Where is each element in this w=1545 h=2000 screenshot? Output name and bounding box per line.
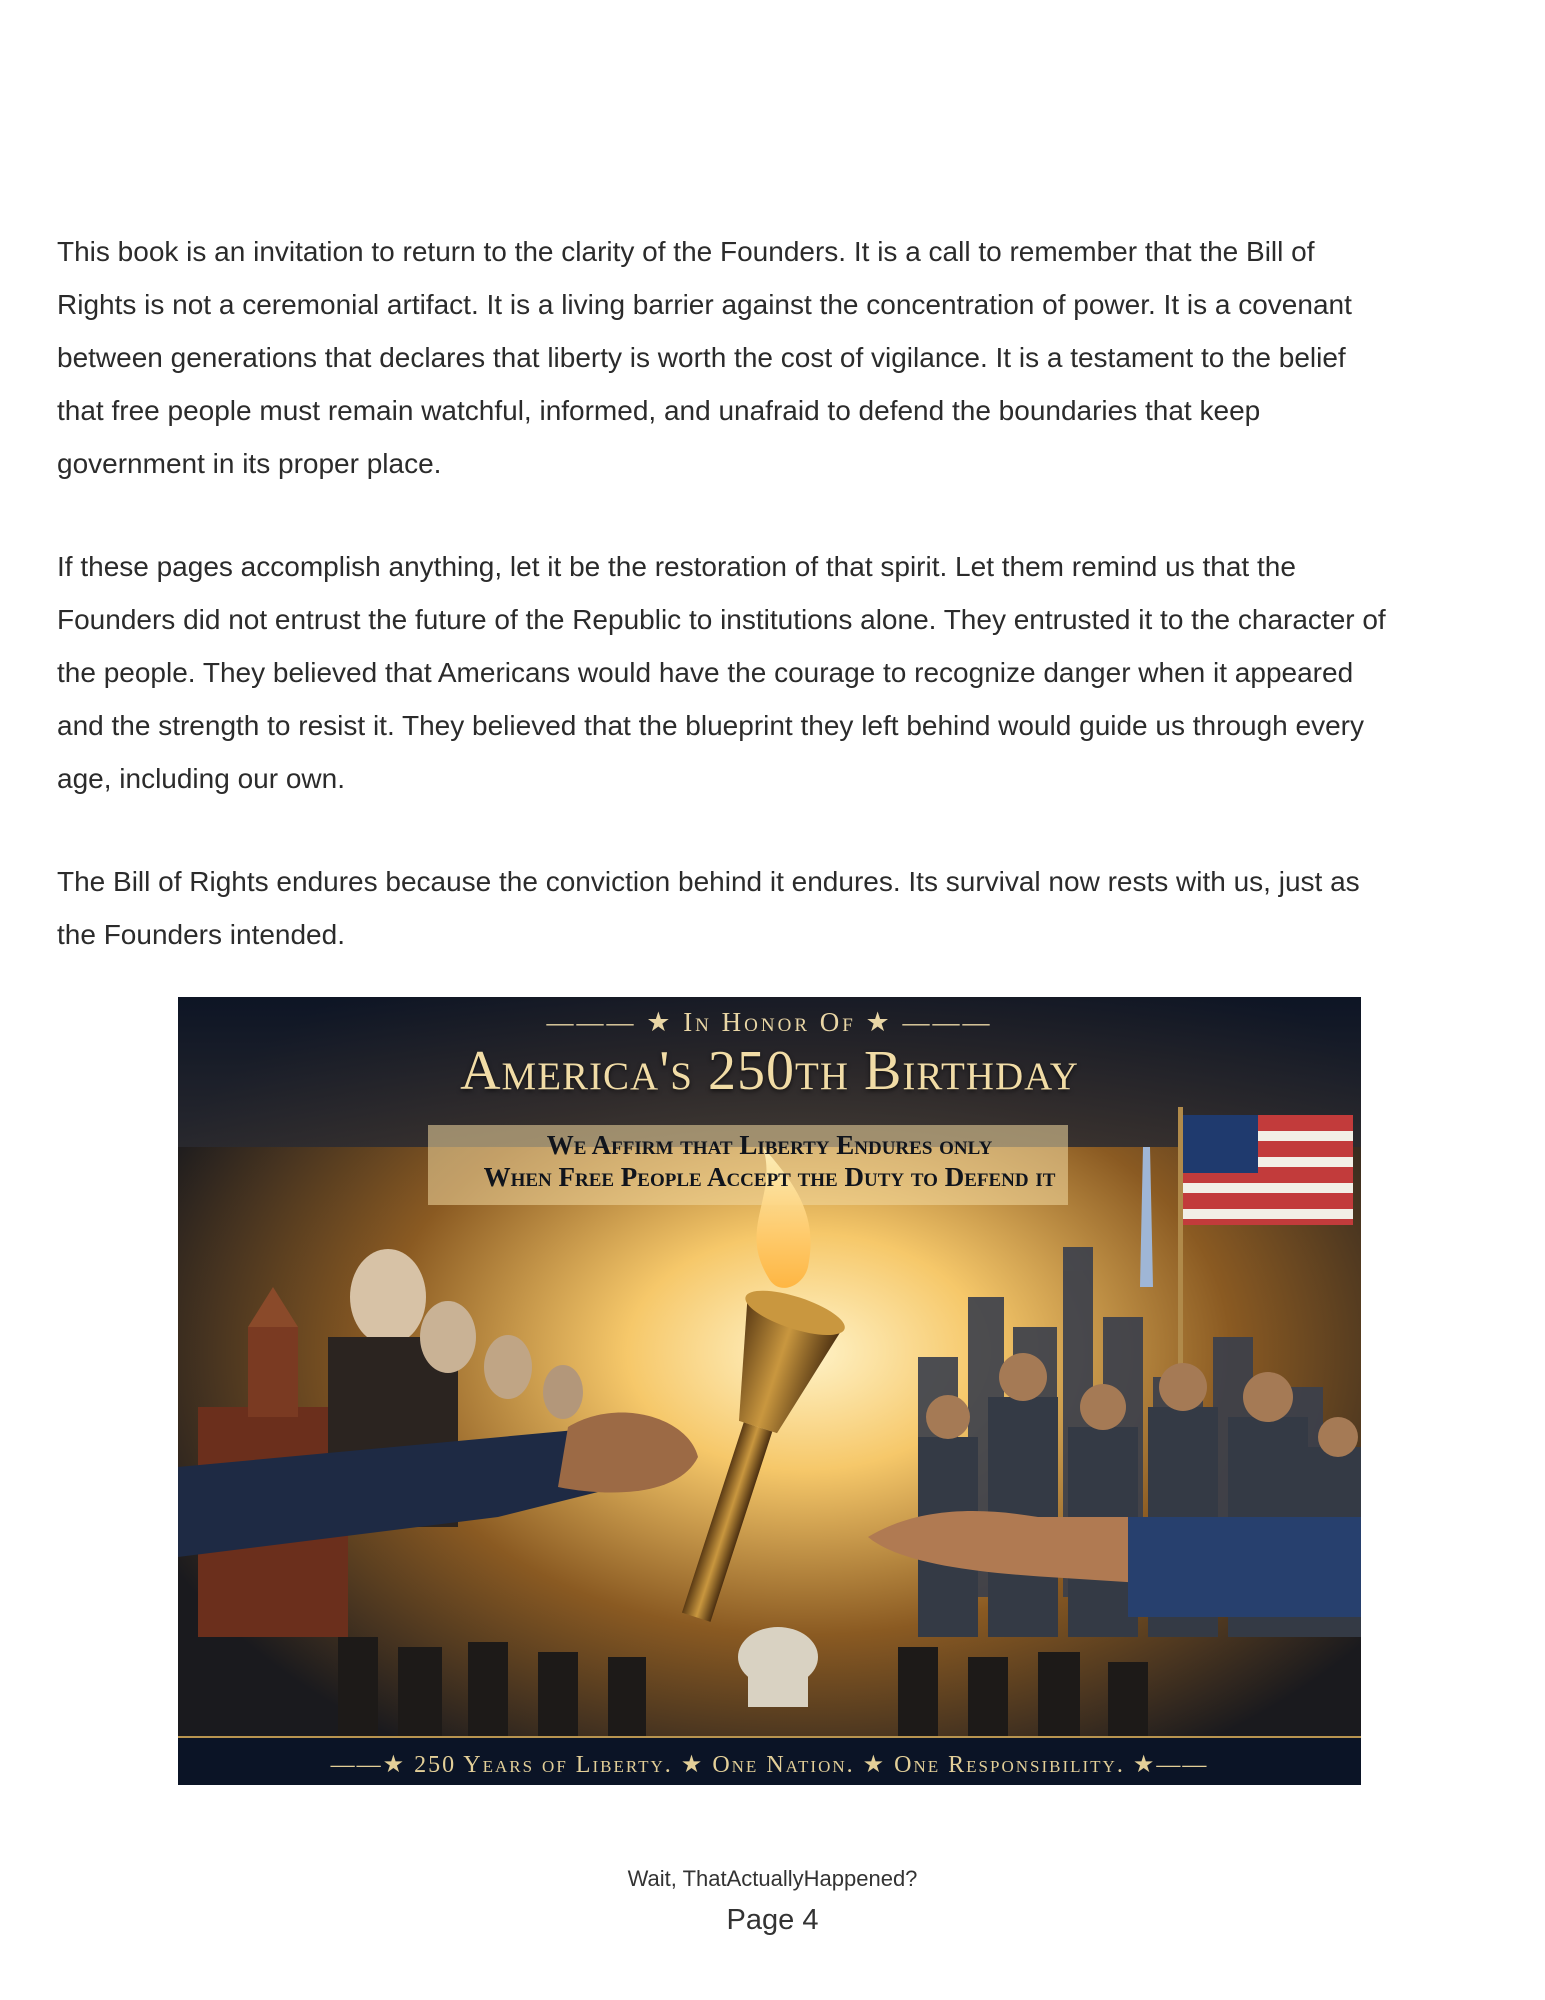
poster-title: America's 250th Birthday xyxy=(460,1040,1079,1102)
page-number: Page 4 xyxy=(726,1904,819,1936)
poster-subtitle-line-2: When Free People Accept the Duty to Defend it xyxy=(483,1162,1056,1192)
poster-kicker: ——— ★ In Honor Of ★ ——— xyxy=(546,1007,993,1037)
poster-footer: ——★ 250 Years of Liberty. ★ One Nation. ★ One Responsibility. ★—— xyxy=(330,1752,1209,1778)
paragraph-1: This book is an invitation to return to the clarity of the Founders. It is a call to remember that the Bill of Rights is not a ceremonial artifact. It is a living barrier against the concentration of power. It is a covenant between generations that declares that liberty is worth the cost of vigilance. It is a testament to the belief that free people must remain watchful, informed, and unafraid to defend the boundaries that keep government in its proper place. xyxy=(57,236,1352,479)
body-text xyxy=(57,225,1497,961)
paragraph-3: The Bill of Rights endures because the conviction behind it endures. Its survival now rests with us, just as the Founders intended. xyxy=(57,866,1360,950)
poster-subtitle-line-1: We Affirm that Liberty Endures only xyxy=(546,1130,993,1160)
poster-subtitle xyxy=(178,1129,1361,1193)
anniversary-poster-image xyxy=(178,997,1361,1785)
running-footer-title: Wait, ThatActuallyHappened? xyxy=(627,1866,918,1891)
poster-illustration xyxy=(178,997,1361,1785)
paragraph-2: If these pages accomplish anything, let it be the restoration of that spirit. Let them remind us that the Founders did not entrust the future of the Republic to institutions alone. They entrusted it to the character of the people. They believed that Americans would have the courage to recognize danger when it appeared and the strength to resist it. They believed that the blueprint they left behind would guide us through every age, including our own. xyxy=(57,551,1386,794)
